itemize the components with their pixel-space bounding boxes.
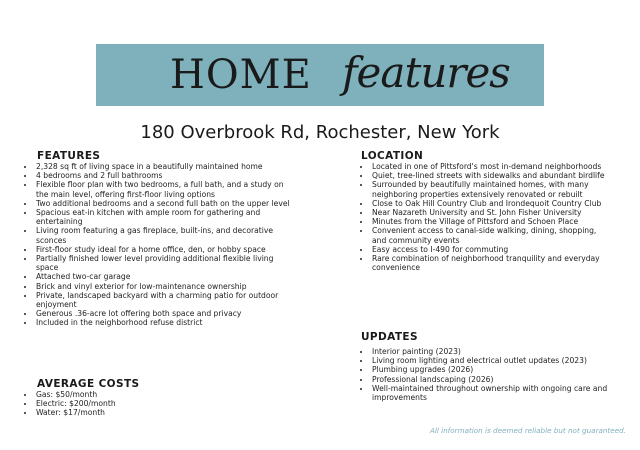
average-costs-list: [24, 390, 293, 418]
list-item: • Surrounded by beautifully maintained homes, with many neighboring properties extensively renovated or rebuilt: [371, 180, 609, 198]
list-item: • Living room lighting and electrical outlet updates (2023): [371, 356, 611, 365]
property-address: 180 Overbrook Rd, Rochester, New York: [140, 122, 500, 143]
list-item: • Two additional bedrooms and a second full bath on the upper level: [35, 199, 293, 208]
list-item: • Flexible floor plan with two bedrooms, a full bath, and a study on the main level, offering first-floor living options: [35, 180, 293, 198]
features-heading: FEATURES: [37, 150, 101, 162]
features-list: [24, 162, 293, 328]
list-item: • Plumbing upgrades (2026): [371, 365, 611, 374]
list-item: • First-floor study ideal for a home office, den, or hobby space: [35, 245, 293, 254]
list-item: • Close to Oak Hill Country Club and Irondequoit Country Club: [371, 199, 609, 208]
list-item: • Generous .36-acre lot offering both space and privacy: [35, 309, 293, 318]
list-item: • Minutes from the Village of Pittsford and Schoen Place: [371, 217, 609, 226]
location-heading: LOCATION: [361, 150, 424, 162]
average-costs-heading: AVERAGE COSTS: [37, 378, 140, 390]
disclaimer-text: All information is deemed reliable but not guaranteed.: [429, 426, 626, 435]
list-item: • 4 bedrooms and 2 full bathrooms: [35, 171, 293, 180]
page-title-main: HOME: [170, 52, 312, 98]
list-item: • Easy access to I-490 for commuting: [371, 245, 609, 254]
page-title-script: features: [342, 48, 510, 97]
list-item: • Electric: $200/month: [35, 399, 293, 408]
list-item: • Quiet, tree-lined streets with sidewalks and abundant birdlife: [371, 171, 609, 180]
list-item: • Located in one of Pittsford's most in-demand neighborhoods: [371, 162, 609, 171]
list-item: • Near Nazareth University and St. John Fisher University: [371, 208, 609, 217]
list-item: • Brick and vinyl exterior for low-maintenance ownership: [35, 282, 293, 291]
list-item: • Well-maintained throughout ownership with ongoing care and improvements: [371, 384, 611, 402]
list-item: • Included in the neighborhood refuse district: [35, 318, 293, 327]
list-item: • Private, landscaped backyard with a charming patio for outdoor enjoyment: [35, 291, 293, 309]
list-item: • Gas: $50/month: [35, 390, 293, 399]
location-list: [360, 162, 609, 272]
title-banner: [96, 44, 544, 106]
list-item: • Rare combination of neighborhood tranquility and everyday convenience: [371, 254, 609, 272]
list-item: • Convenient access to canal-side walking, dining, shopping, and community events: [371, 226, 609, 244]
updates-heading: UPDATES: [361, 331, 418, 343]
list-item: • 2,328 sq ft of living space in a beautifully maintained home: [35, 162, 293, 171]
list-item: • Living room featuring a gas fireplace, built-ins, and decorative sconces: [35, 226, 293, 244]
list-item: • Interior painting (2023): [371, 347, 611, 356]
updates-list: [360, 347, 611, 402]
list-item: • Attached two-car garage: [35, 272, 293, 281]
list-item: • Professional landscaping (2026): [371, 375, 611, 384]
list-item: • Spacious eat-in kitchen with ample room for gathering and entertaining: [35, 208, 293, 226]
list-item: • Partially finished lower level providing additional flexible living space: [35, 254, 293, 272]
list-item: • Water: $17/month: [35, 408, 293, 417]
